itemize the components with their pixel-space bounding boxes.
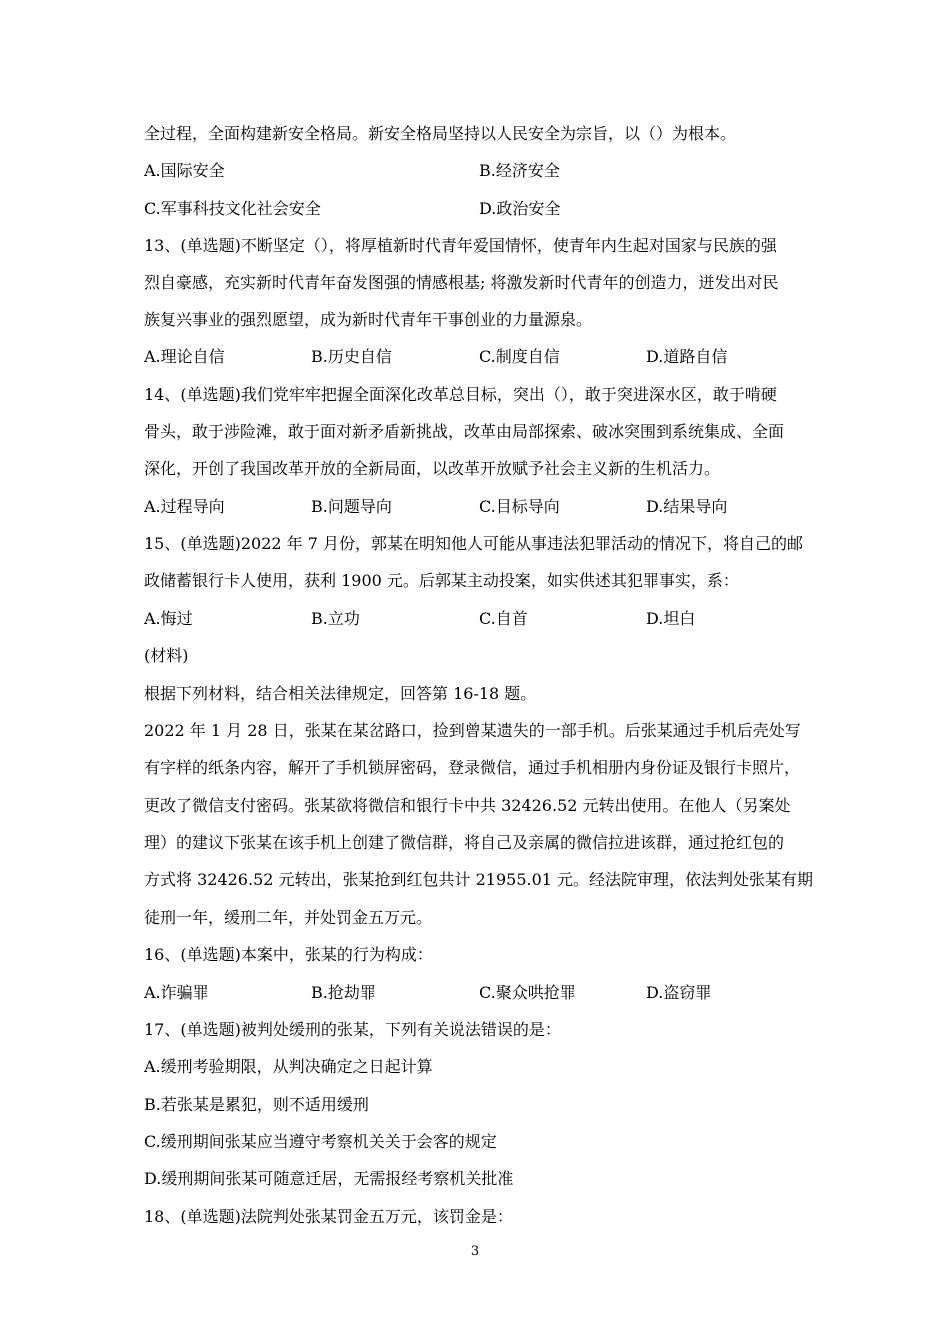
q15-option-c: C.自首 [479, 609, 528, 628]
material-line-3: 更改了微信支付密码。张某欲将微信和银行卡中共 32426.52 元转出使用。在他人（另案处 [144, 796, 791, 815]
q16-option-b: B.抢劫罪 [311, 983, 376, 1002]
q16-option-d: D.盗窃罪 [646, 983, 712, 1002]
question-15-line-1: 15、(单选题)2022 年 7 月份，郭某在明知他人可能从事违法犯罪活动的情况下，将自己的邮 [144, 534, 804, 553]
question-18-text: 18、(单选题)法院判处张某罚金五万元，该罚金是： [144, 1207, 513, 1226]
material-label: (材料) [144, 646, 189, 665]
page-number: 3 [470, 1244, 480, 1259]
material-line-2: 有字样的纸条内容，解开了手机锁屏密码，登录微信，通过手机相册内身份证及银行卡照片， [144, 758, 801, 777]
question-13-line-1: 13、(单选题)不断坚定（），将厚植新时代青年爱国情怀，使青年内生起对国家与民族的强 [144, 236, 777, 255]
material-line-5: 方式将 32426.52 元转出，张某抢到红包共计 21955.01 元。经法院审理，依法判处张某有期 [144, 870, 814, 889]
q12-option-a: A.国际安全 [144, 161, 225, 180]
q17-option-d: D.缓刑期间张某可随意迁居，无需报经考察机关批准 [144, 1169, 514, 1188]
question-14-line-3: 深化，开创了我国改革开放的全新局面，以改革开放赋予社会主义新的生机活力。 [144, 459, 721, 478]
q13-option-c: C.制度自信 [479, 347, 560, 366]
q13-option-a: A.理论自信 [144, 347, 225, 366]
question-17-text: 17、(单选题)被判处缓刑的张某，下列有关说法错误的是： [144, 1020, 561, 1039]
q14-option-c: C.目标导向 [479, 497, 560, 516]
q14-option-a: A.过程导向 [144, 497, 225, 516]
q13-option-b: B.历史自信 [311, 347, 392, 366]
q16-option-a: A.诈骗罪 [144, 983, 209, 1002]
q17-option-b: B.若张某是累犯，则不适用缓刑 [144, 1095, 369, 1114]
q14-option-b: B.问题导向 [311, 497, 392, 516]
material-line-6: 徒刑一年，缓刑二年，并处罚金五万元。 [144, 908, 433, 927]
question-13-line-2: 烈自豪感，充实新时代青年奋发图强的情感根基; 将激发新时代青年的创造力，迸发出对民 [144, 273, 779, 292]
question-13-line-3: 族复兴事业的强烈愿望，成为新时代青年干事创业的力量源泉。 [144, 310, 593, 329]
question-15-line-2: 政储蓄银行卡人使用，获利 1900 元。后郭某主动投案，如实供述其犯罪事实，系： [144, 571, 739, 590]
q14-option-d: D.结果导向 [646, 497, 728, 516]
question-12-text: 全过程，全面构建新安全格局。新安全格局坚持以人民安全为宗旨，以（）为根本。 [144, 124, 737, 143]
q12-option-b: B.经济安全 [479, 161, 560, 180]
q15-option-d: D.坦白 [646, 609, 696, 628]
question-16-text: 16、(单选题)本案中，张某的行为构成： [144, 945, 433, 964]
q17-option-a: A.缓刑考验期限，从判决确定之日起计算 [144, 1057, 433, 1076]
q13-option-d: D.道路自信 [646, 347, 728, 366]
q17-option-c: C.缓刑期间张某应当遵守考察机关关于会客的规定 [144, 1132, 497, 1151]
q12-option-d: D.政治安全 [479, 199, 561, 218]
q15-option-b: B.立功 [311, 609, 360, 628]
material-line-4: 理）的建议下张某在该手机上创建了微信群，将自己及亲属的微信拉进该群，通过抢红包的 [144, 833, 785, 852]
question-14-line-1: 14、(单选题)我们党牢牢把握全面深化改革总目标，突出（），敢于突进深水区，敢于啃硬 [144, 385, 777, 404]
q16-option-c: C.聚众哄抢罪 [479, 983, 576, 1002]
material-intro: 根据下列材料，结合相关法律规定，回答第 16-18 题。 [144, 684, 537, 703]
q12-option-c: C.军事科技文化社会安全 [144, 199, 321, 218]
question-14-line-2: 骨头，敢于涉险滩，敢于面对新矛盾新挑战，改革由局部探索、破冰突围到系统集成、全面 [144, 422, 785, 441]
material-line-1: 2022 年 1 月 28 日，张某在某岔路口，捡到曾某遗失的一部手机。后张某通过手机后壳处写 [144, 721, 801, 740]
q15-option-a: A.悔过 [144, 609, 193, 628]
